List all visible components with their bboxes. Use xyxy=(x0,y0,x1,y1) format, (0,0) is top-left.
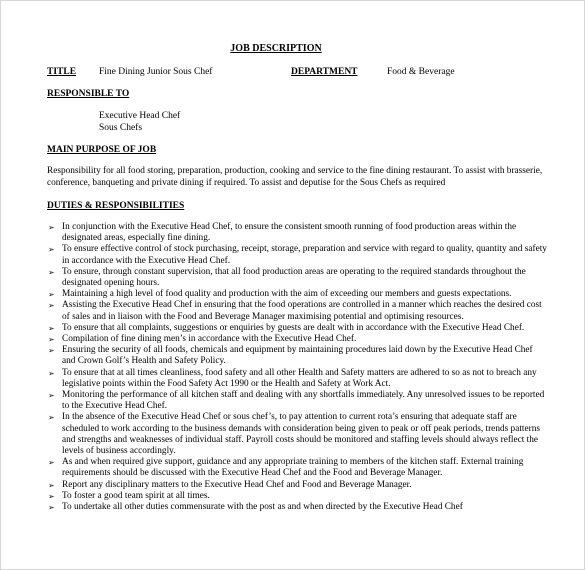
duty-text: To undertake all other duties commensurate with the post as and when directed by the Executive Head Chef xyxy=(62,502,463,513)
arrow-bullet-icon: ➢ xyxy=(48,346,55,356)
duty-text: To ensure, through constant supervision, that all food production areas are operating to the required standards throughout the designated opening hours. xyxy=(62,266,526,289)
arrow-bullet-icon: ➢ xyxy=(48,413,55,423)
duty-text: Report any disciplinary matters to the Executive Head Chef and Food and Beverage Manager. xyxy=(62,479,412,490)
title-value: Fine Dining Junior Sous Chef xyxy=(99,67,213,77)
arrow-bullet-icon: ➢ xyxy=(48,491,55,501)
duty-text: As and when required give support, guidance and any appropriate training to members of the kitchen staff. External training requirements should be discussed with the Executive Head Chef and the Food and Beverage Manager. xyxy=(62,457,524,479)
arrow-bullet-icon: ➢ xyxy=(48,391,55,401)
arrow-bullet-icon: ➢ xyxy=(48,368,55,378)
duty-item xyxy=(47,323,547,334)
purpose-text: Responsibility for all food storing, preparation, production, cooking and service to the fine dining restaurant. To assist with brasserie, conference, banqueting and private dining if required. To assist and deputise for the Sous Chefs as required xyxy=(47,166,543,188)
title-label: TITLE xyxy=(47,67,77,77)
department-value: Food & Beverage xyxy=(387,67,455,77)
duty-text: Monitoring the performance of all kitchen staff and dealing with any shortfalls immediately. Any unresolved issues to be reported to the Executive Head Chef. xyxy=(62,390,545,412)
duty-text: In conjunction with the Executive Head Chef, to ensure the consistent smooth running of food production areas within the designated areas, especially fine dining. xyxy=(62,222,517,244)
duty-text: To foster a good team spirit at all times. xyxy=(62,490,210,501)
document-heading: JOB DESCRIPTION xyxy=(230,43,322,54)
duty-item xyxy=(47,457,547,479)
arrow-bullet-icon: ➢ xyxy=(48,245,55,255)
responsible-heading: RESPONSIBLE TO xyxy=(47,89,130,99)
arrow-bullet-icon: ➢ xyxy=(48,223,55,232)
arrow-bullet-icon: ➢ xyxy=(48,290,55,300)
arrow-bullet-icon: ➢ xyxy=(48,503,55,513)
arrow-bullet-icon: ➢ xyxy=(48,323,55,333)
arrow-bullet-icon: ➢ xyxy=(48,480,55,490)
responsible-item: Executive Head Chef xyxy=(99,111,181,121)
duty-text: To ensure effective control of stock purchasing, receipt, storage, preparation and service with regard to quality, quantity and safety in accordance with the Executive Head Chef. xyxy=(62,244,547,266)
duty-item xyxy=(47,491,547,502)
duty-item xyxy=(47,244,547,266)
arrow-bullet-icon: ➢ xyxy=(48,267,55,277)
duty-item xyxy=(47,222,547,244)
responsible-item: Sous Chefs xyxy=(99,123,143,133)
duty-text: To ensure that at all times cleanliness, food safety and all other Health and Safety matters are adhered to so as not to breach any legislative points within the Food Safety Act 1990 or the Health and Safety at Work Act. xyxy=(62,367,537,389)
duty-text: Assisting the Executive Head Chef in ensuring that the food operations are controlled in a manner which reaches the desired cost of sales and in liaison with the Food and Beverage Manager maximising potential and optimising resources. xyxy=(62,300,542,322)
duty-text: Ensuring the security of all foods, chemicals and equipment by maintaining procedures laid down by the Executive Head Chef and Crown Golf’s Health and Safety Policy. xyxy=(62,345,533,367)
arrow-bullet-icon: ➢ xyxy=(48,335,55,345)
duty-item xyxy=(47,390,547,412)
duty-text: To ensure that all complaints, suggestions or enquiries by guests are dealt with in accordance with the Executive Head Chef. xyxy=(62,322,525,333)
duty-item xyxy=(47,368,547,390)
duty-item xyxy=(47,267,547,289)
duty-text: Compilation of fine dining men’s in accordance with the Executive Head Chef. xyxy=(62,334,357,345)
duty-text: In the absence of the Executive Head Chef or sous chef’s, to pay attention to current rota’s ensuring that adequate staff are scheduled to work according to the business demands with consideration being given to peak or off peak periods, trends patterns and strengths and weaknesses of individual staff. Payroll costs should be monitored and staffing levels should always reflect the levels of business accordingly. xyxy=(62,412,540,457)
duties-list xyxy=(47,222,547,513)
duty-text: Maintaining a high level of food quality and production with the aim of exceeding our members and guests expectations. xyxy=(62,289,512,300)
duties-heading: DUTIES & RESPONSIBILITIES xyxy=(47,201,185,211)
duty-item xyxy=(47,502,547,513)
duty-item xyxy=(47,300,547,322)
arrow-bullet-icon: ➢ xyxy=(48,458,55,468)
duty-item xyxy=(47,334,547,345)
arrow-bullet-icon: ➢ xyxy=(48,301,55,311)
department-label: DEPARTMENT xyxy=(291,67,358,77)
duty-item xyxy=(47,289,547,300)
duty-item xyxy=(47,480,547,491)
duty-item xyxy=(47,412,547,457)
purpose-heading: MAIN PURPOSE OF JOB xyxy=(47,145,157,155)
duty-item xyxy=(47,345,547,367)
